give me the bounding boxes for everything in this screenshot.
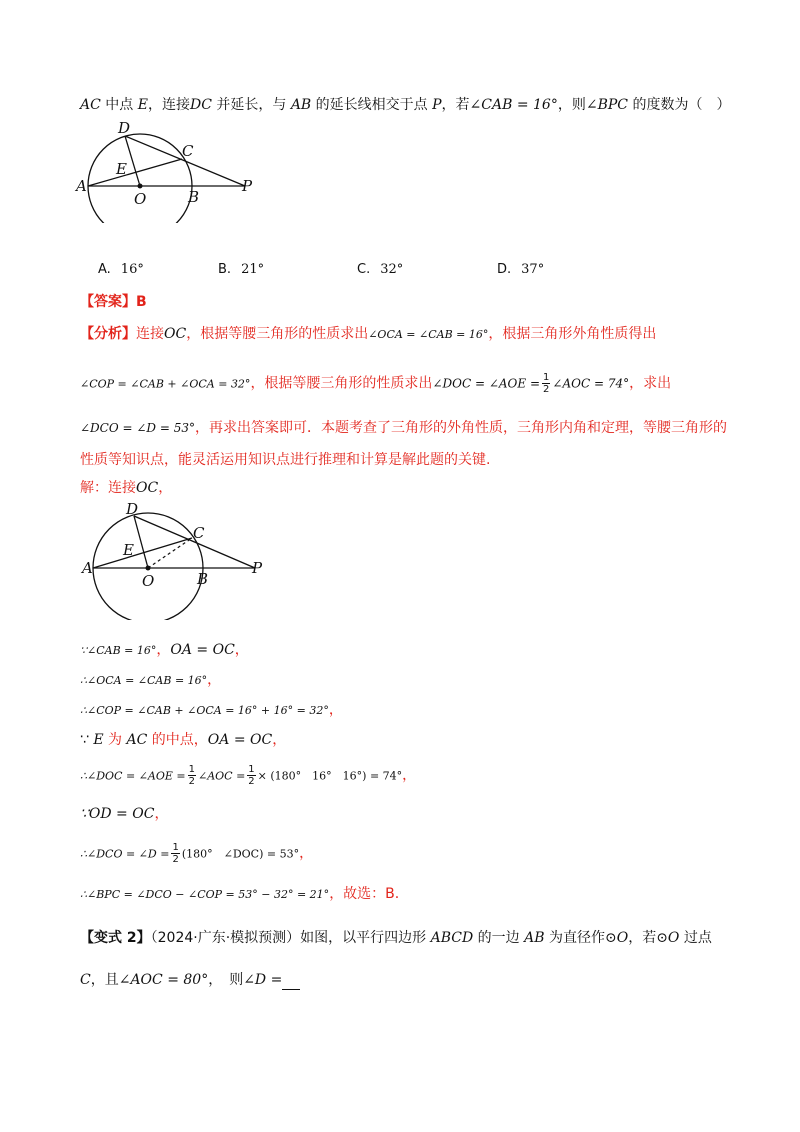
s-seg: 的中点， [147, 732, 208, 748]
label-o: O [142, 572, 155, 590]
q-seg: 并延长，与 [211, 97, 291, 113]
s-seg: 解：连接 [80, 480, 136, 496]
variant-line-2 [80, 970, 300, 990]
label-a: A [76, 177, 87, 195]
answer-tag: 【答案】 [80, 294, 136, 310]
q-seg: ∠CAB = 16° [469, 97, 558, 113]
s-seg: ∵∠CAB = 16° [80, 644, 157, 657]
s-seg: ，故选：B. [329, 886, 400, 902]
a-seg: ∠OCA = ∠CAB = 16° [368, 328, 489, 341]
s-seg: ∴∠BPC = ∠DCO − ∠COP = 53° − 32° = 21° [80, 888, 330, 901]
solution-step-2 [80, 670, 221, 691]
analysis-line-1 [80, 324, 656, 345]
s-seg: ∴∠COP = ∠CAB + ∠OCA = 16° + 16° = 32° [80, 704, 329, 717]
geometry-figure-1 [70, 118, 280, 223]
label-c: C [193, 524, 205, 542]
solution-step-7 [80, 842, 313, 865]
fraction: $\frac{1}{2}$ [543, 372, 550, 395]
option-letter: A. [98, 262, 111, 277]
circle-o [88, 134, 192, 223]
q-seg: E [137, 97, 148, 113]
label-p: P [242, 177, 253, 195]
label-a: A [82, 559, 93, 577]
a-seg: ，根据三角形外角性质得出 [488, 326, 657, 342]
center-point [138, 184, 143, 189]
label-d: D [118, 119, 131, 137]
analysis-line-2 [80, 372, 671, 395]
label-e: E [116, 160, 127, 178]
s-seg: ∴∠DCO = ∠D = [80, 847, 170, 861]
geometry-figure-2 [80, 500, 280, 620]
option-a [98, 262, 144, 277]
v-seg: ⊙O [656, 930, 680, 946]
solution-intro [80, 478, 172, 498]
solution-step-6 [80, 804, 168, 824]
q-seg: AB [290, 97, 312, 113]
v-seg: ，且 [90, 972, 119, 988]
v-seg: 为直径作 [544, 930, 605, 946]
s-seg: ， [158, 480, 173, 496]
s-seg: OA = OC [207, 732, 273, 748]
option-letter: C. [357, 262, 371, 277]
a-seg: ∠COP = ∠CAB + ∠OCA = 32° [80, 377, 251, 391]
a-seg: ，再求出答案即可．本题考查了三角形的外角性质，三角形内角和定理，等腰三角形的 [195, 420, 728, 436]
s-seg: ∴∠DOC = ∠AOE = [80, 769, 186, 783]
a-seg: ∠DOC = ∠AOE = [432, 376, 541, 391]
s-seg: ， [272, 732, 287, 748]
q-seg: P [432, 97, 442, 113]
segment-do [134, 516, 148, 568]
s-seg: E [93, 732, 104, 748]
segment-ac [93, 538, 192, 568]
fraction: $\frac{1}{2}$ [248, 764, 255, 787]
s-seg: ， [402, 767, 417, 784]
a-seg: ，根据等腰三角形的性质求出 [186, 326, 369, 342]
option-letter: B. [218, 262, 232, 277]
label-c: C [182, 142, 194, 160]
v-seg: AB [524, 930, 545, 946]
a-seg: ，根据等腰三角形的性质求出 [250, 375, 433, 392]
option-d [497, 262, 544, 277]
q-seg: DC [189, 97, 212, 113]
answer-value: B [136, 294, 147, 310]
a-seg: ∠DCO = ∠D = 53° [80, 421, 196, 435]
q-seg: ，则 [557, 97, 586, 113]
option-value: 21° [241, 262, 265, 277]
segment-do [125, 136, 140, 186]
q-seg: ∠BPC [585, 97, 628, 113]
solution-step-1 [80, 640, 249, 661]
q-seg: 的延长线相交于点 [311, 97, 433, 113]
v-seg: ∠AOC = 80° [118, 972, 209, 988]
s-seg: ∵ [80, 732, 94, 748]
v-seg: ⊙O [604, 930, 629, 946]
q-seg: ，若 [441, 97, 470, 113]
option-c [357, 262, 403, 277]
a-seg: ∠AOC = 74° [552, 376, 630, 391]
v-seg: C [80, 972, 91, 988]
variant-line-1 [80, 928, 712, 948]
variant-tag: 【变式 2】 [80, 930, 151, 946]
analysis-line-4 [80, 450, 490, 470]
label-b: B [197, 570, 209, 588]
a-seg: 性质等知识点，能灵活运用知识点进行推理和计算是解此题的关键. [80, 452, 491, 468]
s-seg: ， [154, 806, 169, 822]
q-seg: AC [80, 97, 101, 113]
v-seg: ABCD [430, 930, 474, 946]
q-seg: 中点 [100, 97, 138, 113]
a-seg: OC [164, 326, 187, 342]
option-value: 16° [120, 262, 144, 277]
option-b [218, 262, 264, 277]
s-seg: OA = OC [170, 642, 235, 658]
center-point [146, 566, 151, 571]
analysis-line-3 [80, 418, 727, 438]
s-seg: ∵OD = OC [80, 806, 155, 822]
v-seg: 的一边 [473, 930, 525, 946]
s-seg: OC [136, 480, 159, 496]
label-b: B [188, 188, 200, 206]
s-seg: (180° ∠DOC) = 53° [181, 847, 300, 861]
v-seg: ， 则 [208, 972, 244, 988]
v-seg: （2024·广东·模拟预测）如图，以平行四边形 [150, 930, 431, 946]
question-text [80, 95, 730, 115]
option-value: 32° [380, 262, 404, 277]
solution-step-5 [80, 764, 416, 787]
s-seg: × (180° 16° 16°) = 74° [257, 769, 403, 783]
fraction: $\frac{1}{2}$ [188, 764, 195, 787]
dashed-segment-oc [148, 538, 192, 568]
answer-blank[interactable] [282, 975, 300, 990]
s-seg: ， [299, 845, 314, 862]
s-seg: ， [156, 642, 171, 658]
s-seg: ， [207, 672, 222, 688]
label-o: O [134, 190, 147, 208]
s-seg: AC [126, 732, 148, 748]
v-seg: ∠D = [243, 972, 283, 988]
analysis-tag: 【分析】 [80, 326, 136, 342]
label-e: E [123, 541, 134, 559]
fraction: $\frac{1}{2}$ [172, 842, 179, 865]
s-seg: ， [328, 702, 343, 718]
option-letter: D. [497, 262, 512, 277]
segment-ac [88, 159, 182, 186]
option-value: 37° [521, 262, 545, 277]
a-seg: 连接 [136, 326, 164, 342]
q-seg: 的度数为（ ） [628, 97, 731, 113]
v-seg: 过点 [679, 930, 712, 946]
s-seg: 为 [103, 732, 127, 748]
q-seg: ，连接 [147, 97, 190, 113]
answer-line [80, 292, 147, 312]
solution-step-4 [80, 730, 286, 750]
solution-step-3 [80, 700, 343, 721]
a-seg: ，求出 [629, 375, 672, 392]
v-seg: ，若 [628, 930, 657, 946]
label-p: P [252, 559, 263, 577]
s-seg: ， [234, 642, 249, 658]
solution-step-8 [80, 884, 399, 905]
s-seg: ∠AOC = [197, 769, 246, 783]
label-d: D [126, 500, 139, 518]
s-seg: ∴∠OCA = ∠CAB = 16° [80, 674, 208, 687]
